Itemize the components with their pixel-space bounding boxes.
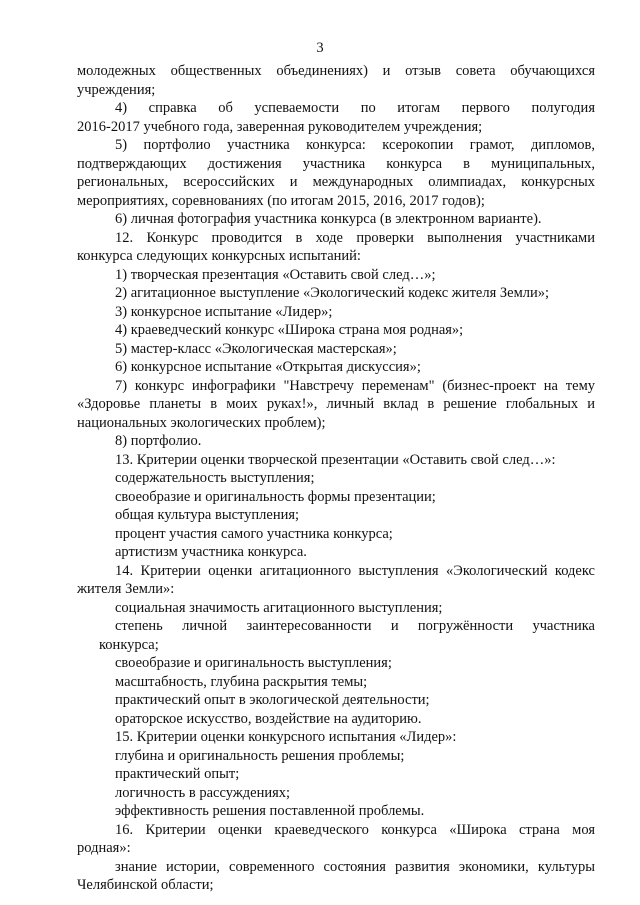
text-line: мероприятиях, соревнованиях (по итогам 2015, 2016, 2017 годов); (77, 192, 485, 209)
list-item: своеобразие и оригинальность формы презентации; (115, 488, 436, 505)
text-line: 6) личная фотография участника конкурса (в электронном варианте). (115, 211, 542, 227)
text-line: Челябинской области; (77, 877, 214, 893)
text-line: региональных, всероссийских и международных олимпиадах, конкурсных (77, 174, 595, 190)
text-line: учреждения; (77, 81, 156, 98)
list-item: своеобразие и оригинальность выступления; (115, 655, 392, 671)
text-line: конкурса; (99, 636, 159, 653)
list-item: артистизм участника конкурса. (115, 544, 307, 560)
list-item: знание истории, современного состояния развития экономики, культуры (115, 858, 595, 875)
list-item: глубина и оригинальность решения проблемы; (115, 747, 405, 764)
list-item: 7) конкурс инфографики "Навстречу переменам" (бизнес-проект на тему (115, 377, 595, 394)
list-item: степень личной заинтересованности и погружённости участника (115, 618, 595, 634)
section-heading: 16. Критерии оценки краеведческого конкурса «Широка страна моя (115, 821, 595, 838)
list-item: ораторское искусство, воздействие на аудиторию. (115, 710, 422, 727)
list-item: практический опыт в экологической деятельности; (115, 692, 430, 708)
list-item: 4) краеведческий конкурс «Широка страна моя родная»; (115, 322, 464, 338)
text-line: 4) справка об успеваемости по итогам первого полугодия (115, 100, 595, 116)
list-item: содержательность выступления; (115, 470, 315, 486)
text-line: родная»: (77, 840, 131, 856)
section-heading: 12. Конкурс проводится в ходе проверки выполнения участниками (115, 229, 595, 246)
text-line: 2016-2017 учебного года, заверенная руководителем учреждения; (77, 118, 483, 135)
text-line: жителя Земли»: (77, 581, 175, 597)
section-heading: 15. Критерии оценки конкурсного испытания «Лидер»: (115, 729, 457, 745)
list-item: 2) агитационное выступление «Экологический кодекс жителя Земли»; (115, 285, 550, 301)
text-line: «Здоровье планеты в моих руках!», личный вклад в решение глобальных и (77, 396, 595, 412)
list-item: масштабность, глубина раскрытия темы; (115, 673, 368, 690)
list-item: 3) конкурсное испытание «Лидер»; (115, 303, 333, 320)
list-item: 5) мастер-класс «Экологическая мастерская»; (115, 340, 397, 357)
text-line: конкурса следующих конкурсных испытаний: (77, 248, 361, 264)
list-item: общая культура выступления; (115, 507, 300, 523)
section-heading: 13. Критерии оценки творческой презентации «Оставить свой след…»: (115, 451, 556, 468)
text-line: 5) портфолио участника конкурса: ксерокопии грамот, дипломов, (115, 137, 595, 153)
list-item: 1) творческая презентация «Оставить свой след…»; (115, 266, 436, 283)
text-line: молодежных общественных объединениях) и отзыв совета обучающихся (77, 63, 595, 79)
list-item: социальная значимость агитационного выступления; (115, 599, 443, 616)
text-line: подтверждающих достижения участника конкурса в муниципальных, (77, 155, 595, 172)
section-heading: 14. Критерии оценки агитационного выступления «Экологический кодекс (115, 562, 595, 579)
text-line: национальных экологических проблем); (77, 414, 326, 431)
list-item: процент участия самого участника конкурса; (115, 525, 393, 542)
list-item: 8) портфолио. (115, 433, 202, 449)
list-item: эффективность решения поставленной проблемы. (115, 803, 425, 819)
list-item: логичность в рассуждениях; (115, 784, 291, 801)
list-item: 6) конкурсное испытание «Открытая дискуссия»; (115, 359, 421, 375)
list-item: практический опыт; (115, 766, 240, 782)
page-number: 3 (316, 40, 324, 56)
